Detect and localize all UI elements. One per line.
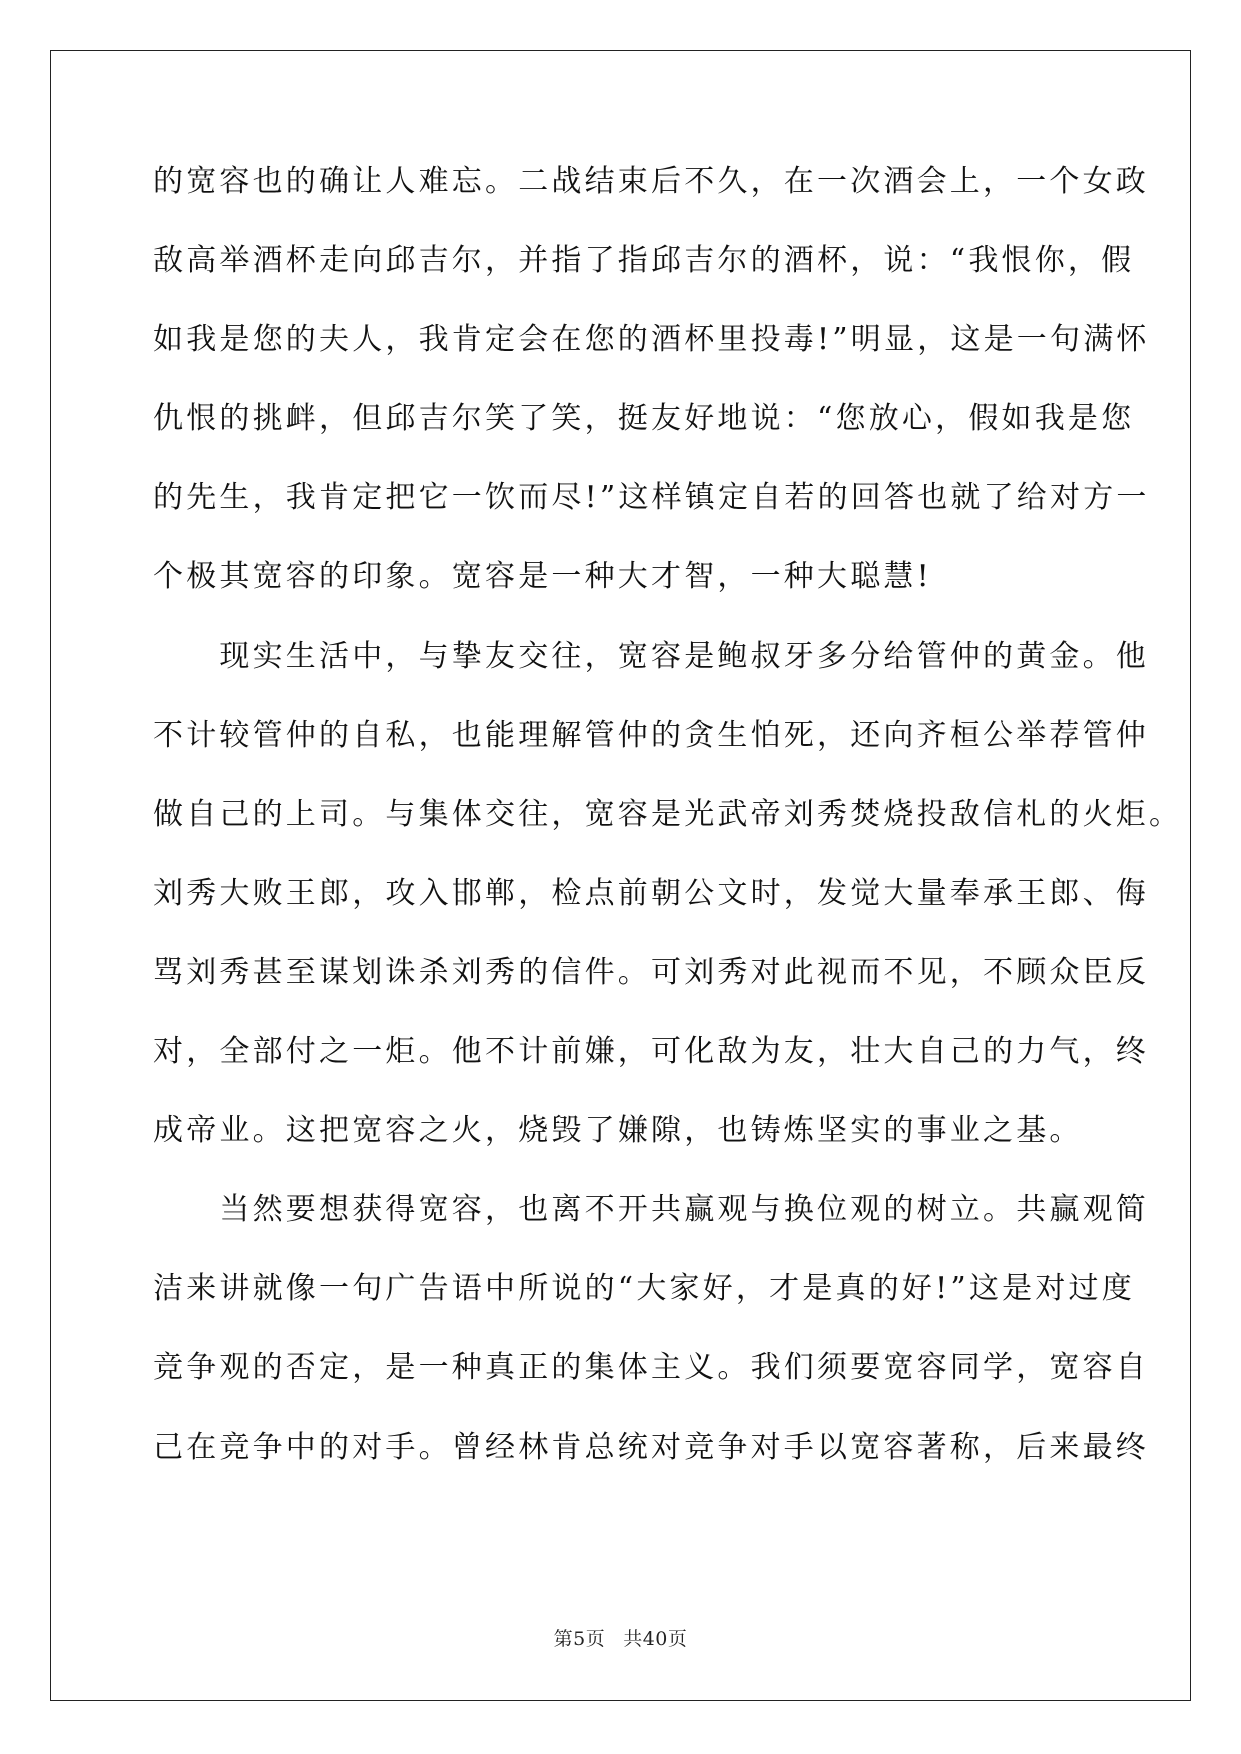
text-line: 现实生活中，与挚友交往，宽容是鲍叔牙多分给管仲的黄金。他 bbox=[153, 638, 1149, 674]
document-body bbox=[153, 162, 1183, 1507]
text-line: 刘秀大败王郎，攻入邯郸，检点前朝公文时，发觉大量奉承王郎、侮 bbox=[153, 875, 1149, 911]
text-line: 不计较管仲的自私，也能理解管仲的贪生怕死，还向齐桓公举荐管仲 bbox=[153, 717, 1149, 753]
text-line: 做自己的上司。与集体交往，宽容是光武帝刘秀焚烧投敌信札的火炬。 bbox=[153, 796, 1183, 832]
text-line: 己在竞争中的对手。曾经林肯总统对竞争对手以宽容著称，后来最终 bbox=[153, 1429, 1149, 1465]
text-line: 竞争观的否定，是一种真正的集体主义。我们须要宽容同学，宽容自 bbox=[153, 1350, 1149, 1386]
text-line: 个极其宽容的印象。宽容是一种大才智，一种大聪慧! bbox=[153, 559, 932, 595]
page-footer bbox=[0, 1627, 1241, 1651]
text-line: 当然要想获得宽容，也离不开共赢观与换位观的树立。共赢观简 bbox=[153, 1192, 1149, 1228]
text-line: 敌高举酒杯走向邱吉尔，并指了指邱吉尔的酒杯，说：“我恨你，假 bbox=[153, 243, 1135, 279]
text-line: 洁来讲就像一句广告语中所说的“大家好，才是真的好!”这是对过度 bbox=[153, 1271, 1135, 1307]
text-line: 骂刘秀甚至谋划诛杀刘秀的信件。可刘秀对此视而不见，不顾众臣反 bbox=[153, 954, 1149, 990]
text-line: 仇恨的挑衅，但邱吉尔笑了笑，挺友好地说：“您放心，假如我是您 bbox=[153, 401, 1135, 437]
page-number: 第5页 bbox=[553, 1628, 606, 1650]
text-line: 对，全部付之一炬。他不计前嫌，可化敌为友，壮大自己的力气，终 bbox=[153, 1034, 1149, 1070]
text-line: 成帝业。这把宽容之火，烧毁了嫌隙，也铸炼坚实的事业之基。 bbox=[153, 1113, 1083, 1149]
text-line: 的宽容也的确让人难忘。二战结束后不久，在一次酒会上，一个女政 bbox=[153, 164, 1149, 199]
page-total: 共40页 bbox=[623, 1628, 688, 1650]
text-line: 如我是您的夫人，我肯定会在您的酒杯里投毒!”明显，这是一句满怀 bbox=[153, 322, 1150, 358]
text-line: 的先生，我肯定把它一饮而尽!”这样镇定自若的回答也就了给对方一 bbox=[153, 480, 1150, 516]
